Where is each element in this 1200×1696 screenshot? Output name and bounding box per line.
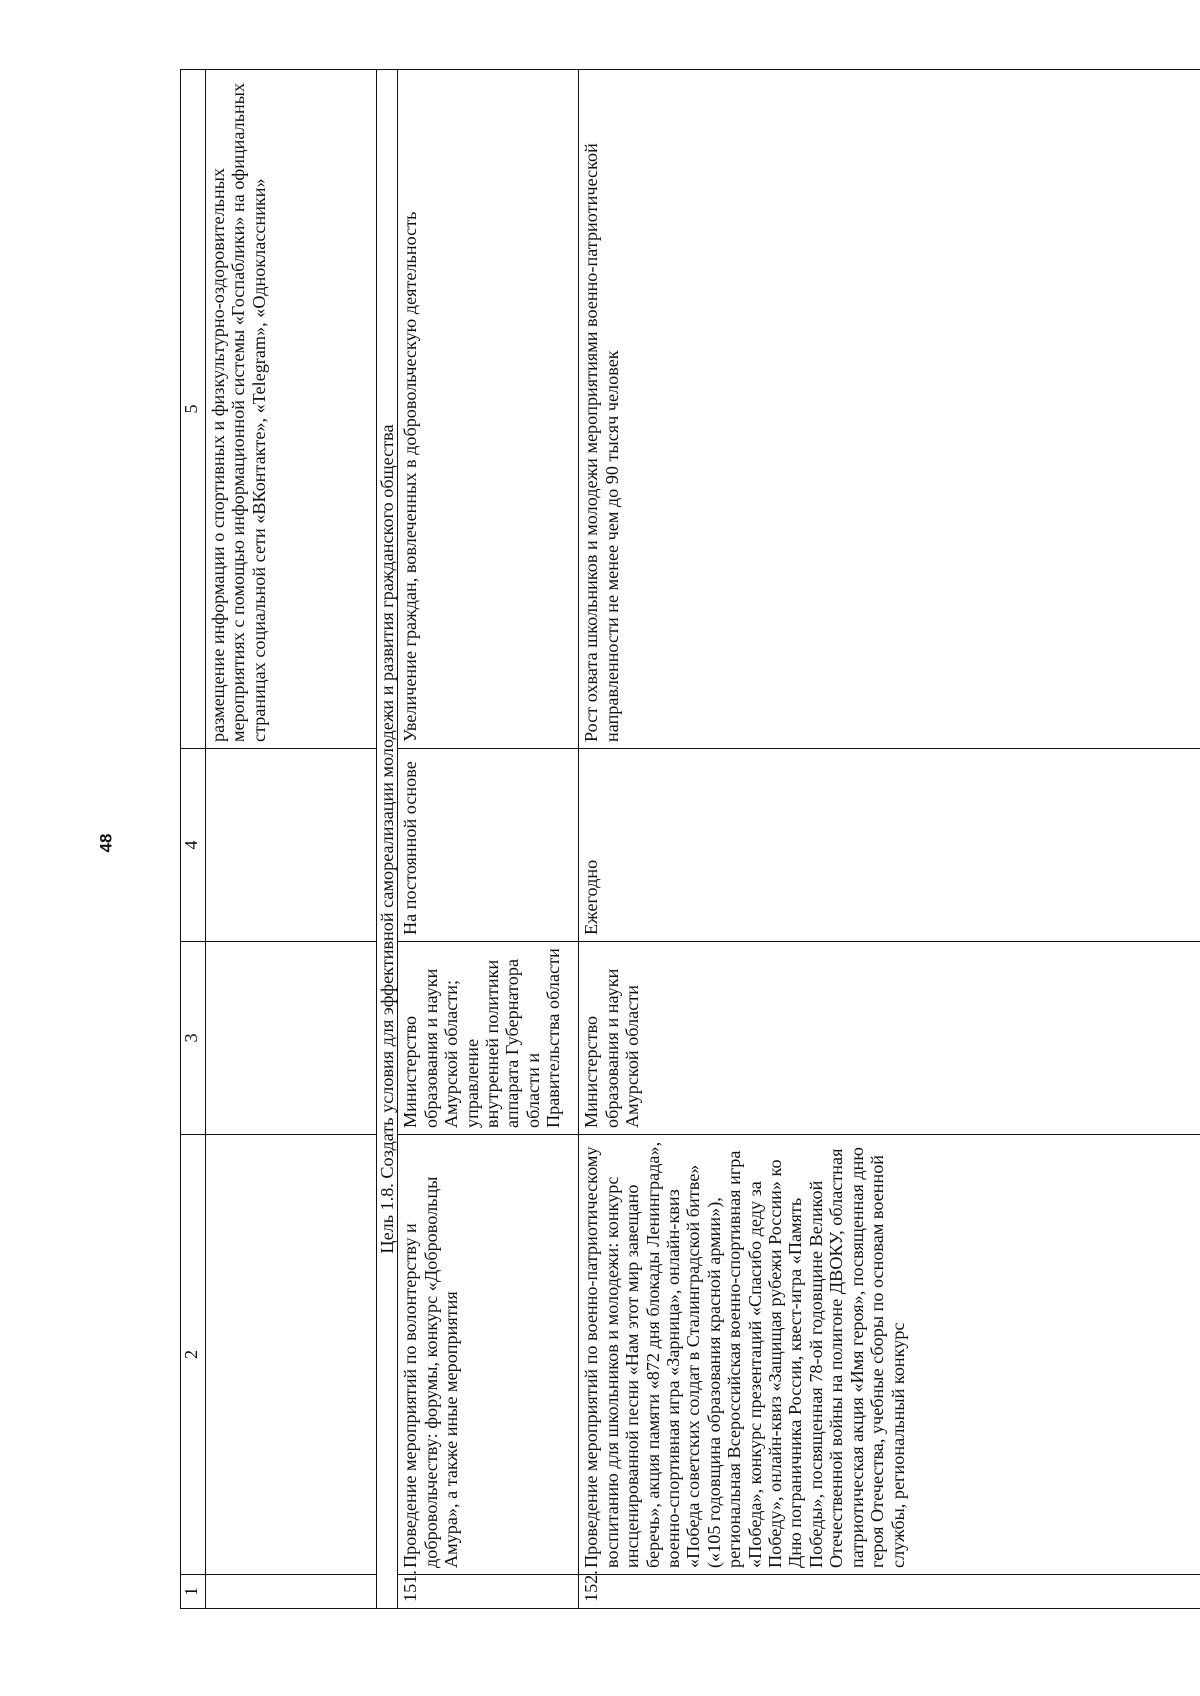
header-col-1: 1 (181, 1575, 206, 1609)
goal-heading: Цель 1.8. Создать условия для эффективной самореализации молодежи и развития гражданского общества (377, 70, 398, 1609)
row-result: Рост охвата школьников и молодежи мероприятиями военно-патриотической направленности не менее чем до 90 тысяч человек (579, 70, 1200, 749)
row-result: Увеличение граждан, вовлеченных в добровольческую деятельность (398, 70, 579, 749)
row-activity: Проведение мероприятий по волонтерству и добровольчеству: форумы, конкурс «Добровольцы Амура», а также иные мероприятия (398, 1135, 579, 1575)
row-responsible: Министерство образования и науки Амурской области (579, 942, 1200, 1135)
measures-table (180, 69, 1200, 1609)
header-col-2: 2 (181, 1135, 206, 1575)
table-row (398, 70, 579, 1609)
header-col-4: 4 (181, 749, 206, 942)
cell-empty (206, 1135, 377, 1575)
cell-empty (206, 1575, 377, 1609)
continuation-result: размещение информации о спортивных и физкультурно-оздоровительных мероприятиях с помощью информационной системы «Госпаблики» на официальных страницах социальной сети «ВКонтакте», «Telegram», «Одноклассники» (206, 70, 377, 749)
goal-row (377, 70, 398, 1609)
row-number: 152. (579, 1575, 1200, 1609)
header-col-5: 5 (181, 70, 206, 749)
row-number: 151. (398, 1575, 579, 1609)
table-row (206, 70, 377, 1609)
page-number: 48 (96, 833, 116, 853)
table-header-row (181, 70, 206, 1609)
cell-empty (206, 749, 377, 942)
row-term: На постоянной основе (398, 749, 579, 942)
row-activity: Проведение мероприятий по военно-патриотическому воспитанию для школьников и молодежи: конкурс инсценированной песни «Нам этот мир завещано беречь», акция памяти «872 дня блокады Ленинграда», военно-спортивная игра «Зарница», онлайн-квиз «Победа советских солдат в Сталинградской битве» («105 годовщина образования красной армии»), региональная Всероссийская военно-спортивная игра «Победа», конкурс презентаций «Спасибо деду за Победу», онлайн-квиз «Защищая рубежи России» ко Дню пограничника России, квест-игра «Память Победы», посвященная 78-ой годовщине Великой Отечественной войны на полигоне ДВОКУ, областная патриотическая акция «Имя героя», посвященная дню героя Отечества, учебные сборы по основам военной службы, региональный конкурс (579, 1135, 1200, 1575)
table-row (579, 70, 1200, 1609)
rotated-table-container (180, 69, 1200, 1609)
row-responsible: Министерство образования и науки Амурской области; управление внутренней политики аппарата Губернатора области и Правительства области (398, 942, 579, 1135)
header-col-3: 3 (181, 942, 206, 1135)
cell-empty (206, 942, 377, 1135)
row-term: Ежегодно (579, 749, 1200, 942)
